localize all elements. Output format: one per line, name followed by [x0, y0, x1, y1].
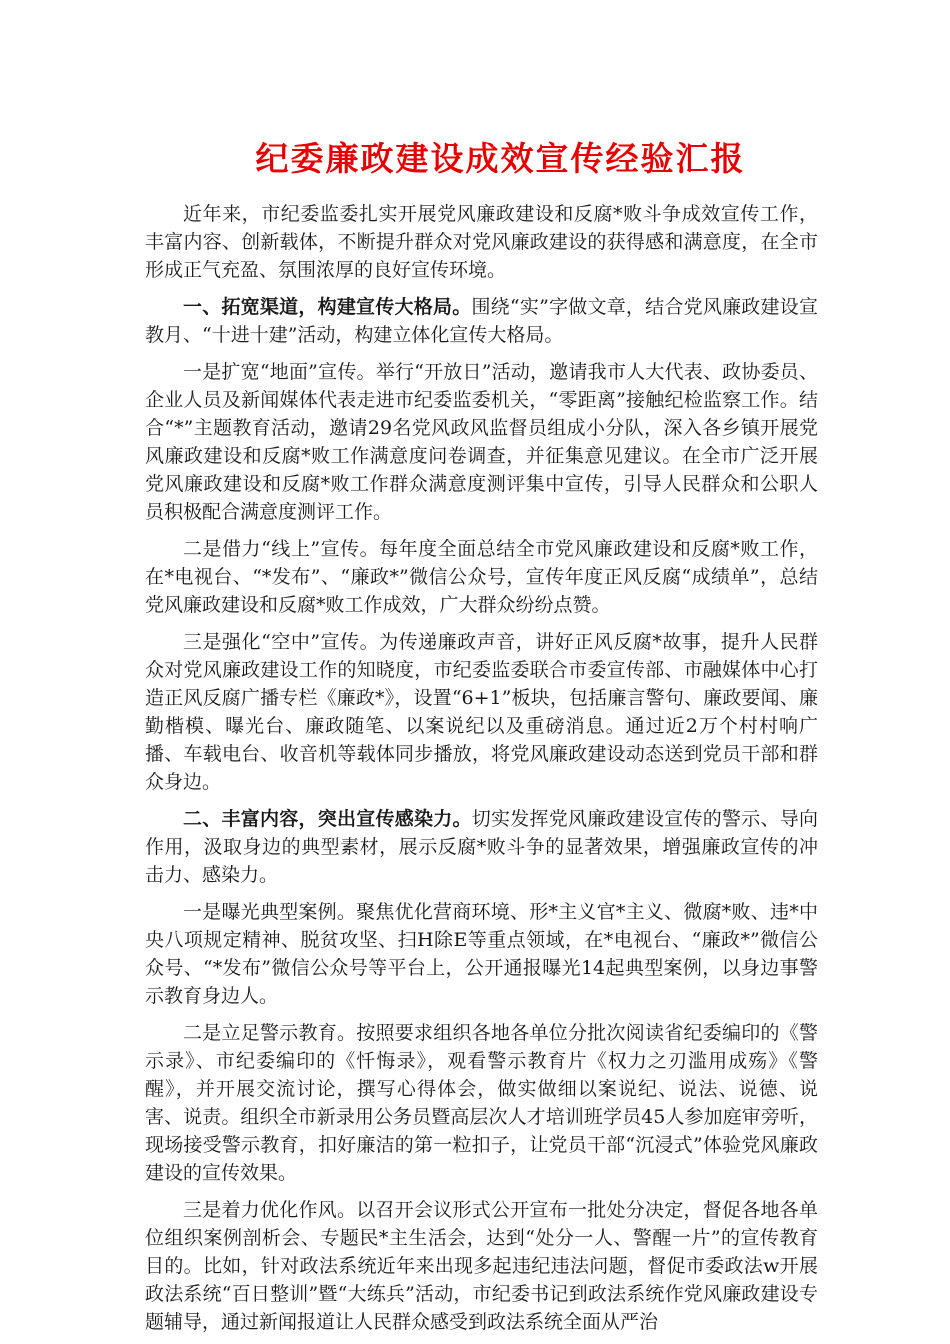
paragraph-text: 三是强化“空中”宣传。为传递廉政声音，讲好正风反腐*故事，提升人民群众对党风廉政建设工作的知晓度，市纪委监委联合市委宣传部、市融媒体中心打造正风反腐广播专栏《廉政*》，设置“6+1”板块，包括廉言警句、廉政要闻、廉勤楷模、曝光台、廉政随笔、以案说纪以及重磅消息。通过近2万个村村响广播、车载电台、收音机等载体同步播放，将党风廉政建设动态送到党员干部和群众身边。	[145, 631, 818, 793]
paragraph-text: 围绕“实”字做文章，结合党风廉政建设宣教月、“十进十建”活动，构建立体化宣传大格局。	[145, 296, 818, 346]
paragraph-text: 三是着力优化作风。以召开会议形式公开宣布一批处分决定，督促各地各单位组织案例剖析会、专题民*主生活会，达到“处分一人、警醒一片”的宣传教育目的。比如，针对政法系统近年来出现多起违纪违法问题，督促市委政法w开展政法系统“百日整训”暨“大练兵”活动，市纪委书记到政法系统作党风廉政建设专题辅导，通过新闻报道让人民群众感受到政法系统全面从严治	[145, 1199, 818, 1333]
paragraph-text: 一是曝光典型案例。聚焦优化营商环境、形*主义官*主义、微腐*败、违*中央八项规定精神、脱贫攻坚、扫H除E等重点领域，在*电视台、“廉政*”微信公众号、“*发布”微信公众号等平台上，公开通报曝光14起典型案例，以身边事警示教育身边人。	[145, 901, 818, 1007]
section-heading-lead: 一、拓宽渠道，构建宣传大格局。	[183, 296, 472, 318]
paragraph-text: 二是立足警示教育。按照要求组织各地各单位分批次阅读省纪委编印的《警示录》、市纪委编印的《忏悔录》，观看警示教育片《权力之刃滥用成殇》《警醒》，并开展交流讨论，撰写心得体会，做实做细以案说纪、说法、说德、说害、说责。组织全市新录用公务员暨高层次人才培训班学员45人参加庭审旁听，现场接受警示教育，扣好廉洁的第一粒扣子，让党员干部“沉浸式”体验党风廉政建设的宣传效果。	[145, 1022, 818, 1184]
section-heading-1	[145, 293, 818, 349]
paragraph-warning-education	[145, 1019, 818, 1187]
section-heading-lead: 二、丰富内容，突出宣传感染力。	[183, 808, 472, 830]
paragraph-ground-publicity	[145, 358, 818, 526]
paragraph-text: 一是扩宽“地面”宣传。举行“开放日”活动，邀请我市人大代表、政协委员、企业人员及新闻媒体代表走进市纪委监委机关，“零距离”接触纪检监察工作。结合“*”主题教育活动，邀请29名党风政风监督员组成小分队，深入各乡镇开展党风廉政建设和反腐*败工作满意度问卷调查，并征集意见建议。在全市广泛开展党风廉政建设和反腐*败工作群众满意度测评集中宣传，引导人民群众和公职人员积极配合满意度测评工作。	[145, 361, 818, 523]
paragraph-work-style	[145, 1196, 818, 1336]
section-heading-2	[145, 805, 818, 889]
paragraph-intro	[145, 200, 818, 284]
paragraph-text: 近年来，市纪委监委扎实开展党风廉政建设和反腐*败斗争成效宣传工作，丰富内容、创新载体，不断提升群众对党风廉政建设的获得感和满意度，在全市形成正气充盈、氛围浓厚的良好宣传环境。	[145, 203, 818, 281]
paragraph-text: 二是借力“线上”宣传。每年度全面总结全市党风廉政建设和反腐*败工作，在*电视台、“*发布”、“廉政*”微信公众号，宣传年度正风反腐“成绩单”，总结党风廉政建设和反腐*败工作成效，广大群众纷纷点赞。	[145, 538, 818, 616]
paragraph-air-publicity	[145, 628, 818, 796]
paragraph-online-publicity	[145, 535, 818, 619]
document-title: 纪委廉政建设成效宣传经验汇报	[255, 139, 746, 178]
paragraph-text: 切实发挥党风廉政建设宣传的警示、导向作用，汲取身边的典型素材，展示反腐*败斗争的显著效果，增强廉政宣传的冲击力、感染力。	[145, 808, 818, 886]
paragraph-typical-cases	[145, 898, 818, 1010]
